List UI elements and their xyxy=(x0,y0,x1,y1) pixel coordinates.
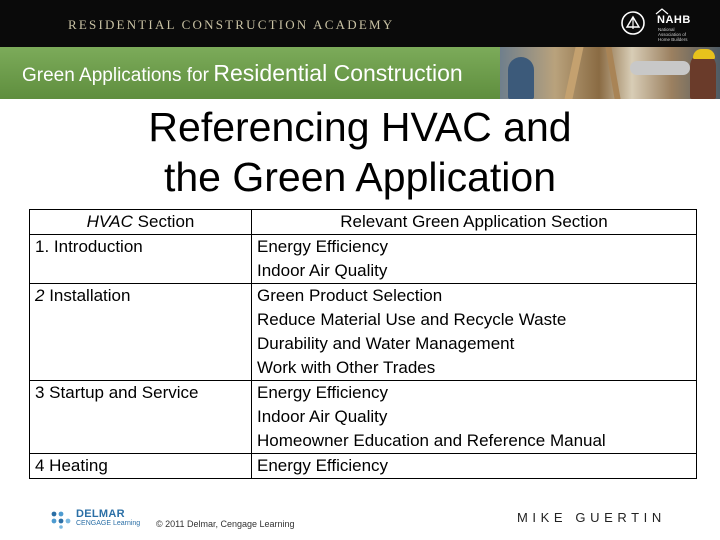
green-section-item: Indoor Air Quality xyxy=(257,407,388,426)
nahb-logo-text: NAHB xyxy=(657,14,691,26)
green-section-item: Durability and Water Management xyxy=(257,334,515,353)
section-number-italic: 2 xyxy=(35,286,45,305)
nahb-logo-subtext: National Association of Home Builders xyxy=(658,27,688,42)
green-section-cell xyxy=(252,454,697,479)
banner-title-main: Residential Construction xyxy=(213,60,463,86)
hvac-green-table xyxy=(29,209,697,479)
green-section-item: Energy Efficiency xyxy=(257,456,389,475)
green-section-item: Energy Efficiency xyxy=(257,383,389,402)
table-row xyxy=(30,235,697,284)
delmar-logo-icon xyxy=(48,509,72,529)
header-hvac-italic: HVAC xyxy=(86,212,133,231)
banner-title xyxy=(22,60,463,87)
publisher-name: DELMAR xyxy=(76,508,125,520)
column-header-green-section: Relevant Green Application Section xyxy=(252,210,697,235)
green-section-item: Energy Efficiency xyxy=(257,237,389,256)
hard-hat xyxy=(693,49,715,59)
table-header-row xyxy=(30,210,697,235)
green-section-item: Indoor Air Quality xyxy=(257,261,388,280)
hvac-section-cell: 3 Startup and Service xyxy=(30,381,252,454)
wood-beam xyxy=(564,47,583,99)
table-row xyxy=(30,454,697,479)
table-row xyxy=(30,284,697,381)
green-section-item: Green Product Selection xyxy=(257,286,443,305)
slide-title-line-2: the Green Application xyxy=(163,154,557,200)
column-header-hvac-section xyxy=(30,210,252,235)
publisher-subname: CENGAGE Learning xyxy=(76,520,141,527)
slide-title xyxy=(0,102,720,202)
academy-emblem-icon xyxy=(620,10,646,36)
table-row xyxy=(30,381,697,454)
hvac-section-cell xyxy=(30,284,252,381)
slide-title-line-1: Referencing HVAC and xyxy=(148,104,572,150)
hvac-section-cell: 1. Introduction xyxy=(30,235,252,284)
copyright-notice: © 2011 Delmar, Cengage Learning xyxy=(156,519,295,529)
green-section-cell xyxy=(252,381,697,454)
worker-figure xyxy=(508,57,534,99)
banner-title-prefix: Green Applications for xyxy=(22,65,209,86)
green-section-item: Reduce Material Use and Recycle Waste xyxy=(257,310,567,329)
section-name: Installation xyxy=(44,286,131,305)
green-section-item: Homeowner Education and Reference Manual xyxy=(257,431,606,450)
construction-workers-photo xyxy=(500,47,720,99)
green-section-cell xyxy=(252,284,697,381)
green-section-cell xyxy=(252,235,697,284)
header-section-word: Section xyxy=(132,212,195,231)
hvac-section-cell: 4 Heating xyxy=(30,454,252,479)
green-section-item: Work with Other Trades xyxy=(257,358,436,377)
hvac-duct xyxy=(630,61,690,75)
academy-title: RESIDENTIAL CONSTRUCTION ACADEMY xyxy=(68,17,395,32)
worker-figure xyxy=(690,53,716,99)
author-name: MIKE GUERTIN xyxy=(517,510,666,525)
wood-beam xyxy=(605,47,620,99)
